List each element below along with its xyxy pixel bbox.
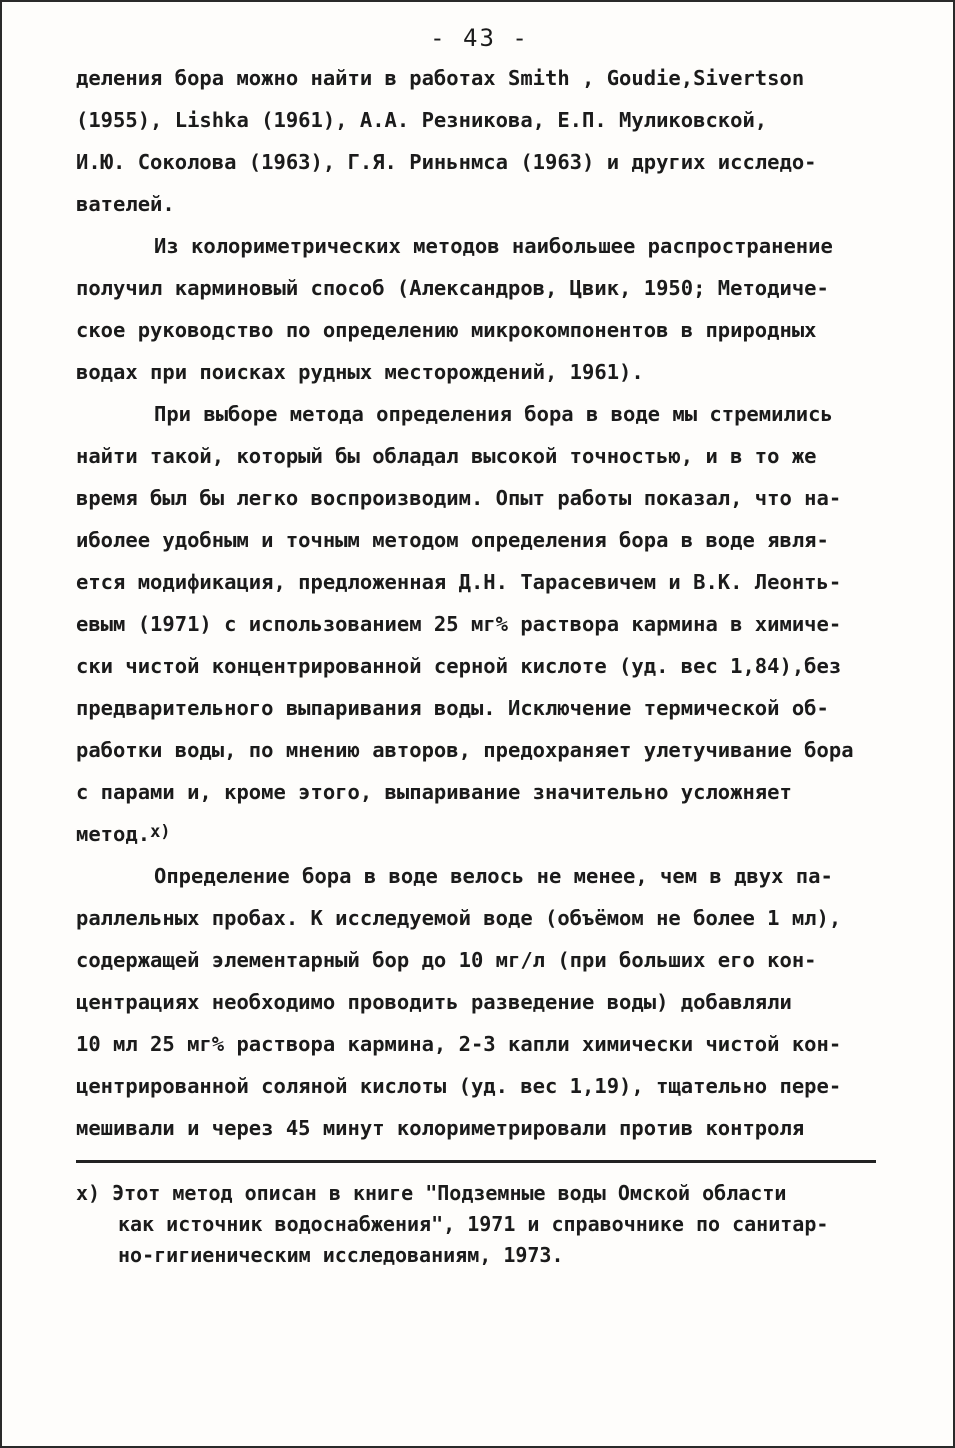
- text-line: центрациях необходимо проводить разведение воды) добавляли: [76, 990, 792, 1014]
- text-line-fragment: метод.: [76, 822, 151, 846]
- footnote-line: как источник водоснабжения", 1971 и справочнике по санитар-: [118, 1212, 829, 1236]
- text-line: центрированной соляной кислоты (уд. вес 1,19), тщательно пере-: [76, 1074, 842, 1098]
- footnote: [76, 1178, 896, 1271]
- text-line: иболее удобным и точным методом определения бора в воде явля-: [76, 528, 829, 552]
- paragraph-start-line: При выборе метода определения бора в воде мы стремились: [154, 402, 833, 426]
- footnote-mark: х): [150, 822, 171, 842]
- text-line: содержащей элементарный бор до 10 мг/л (при больших его кон-: [76, 948, 817, 972]
- text-line: И.Ю. Соколова (1963), Г.Я. Риньнмса (1963) и других исследо-: [76, 150, 817, 174]
- text-line: 10 мл 25 мг% раствора кармина, 2-3 капли химически чистой кон-: [76, 1032, 842, 1056]
- text-line: (1955), Lishka (1961), А.А. Резникова, Е.П. Муликовской,: [76, 108, 768, 132]
- text-line-with-footnote: [76, 813, 876, 855]
- text-line: раллельных пробах. К исследуемой воде (объёмом не более 1 мл),: [76, 906, 842, 930]
- text-line: ется модификация, предложенная Д.Н. Тарасевичем и В.К. Леонть-: [76, 570, 842, 594]
- text-line: найти такой, который бы обладал высокой точностью, и в то же: [76, 444, 817, 468]
- text-line: предварительного выпаривания воды. Исключение термической об-: [76, 696, 829, 720]
- text-line: водах при поисках рудных месторождений, 1961).: [76, 360, 644, 384]
- text-line: ски чистой концентрированной серной кислоте (уд. вес 1,84),без: [76, 654, 842, 678]
- text-line: деления бора можно найти в работах Smith , Goudie,Sivertson: [76, 66, 805, 90]
- footnote-line: х) Этот метод описан в книге "Подземные воды Омской области: [76, 1181, 787, 1205]
- text-line: вателей.: [76, 192, 175, 216]
- text-line: работки воды, по мнению авторов, предохраняет улетучивание бора: [76, 738, 854, 762]
- text-line: время был бы легко воспроизводим. Опыт работы показал, что на-: [76, 486, 842, 510]
- footnote-divider: [76, 1160, 876, 1163]
- paragraph-start-line: Из колориметрических методов наибольшее распространение: [154, 234, 833, 258]
- paragraph-start-line: Определение бора в воде велось не менее, чем в двух па-: [154, 864, 833, 888]
- body-text: [76, 57, 876, 1149]
- text-line: с парами и, кроме этого, выпаривание значительно усложняет: [76, 780, 792, 804]
- page-number: - 43 -: [430, 24, 529, 52]
- text-line: мешивали и через 45 минут колориметрировали против контроля: [76, 1116, 805, 1140]
- text-line: получил карминовый способ (Александров, Цвик, 1950; Методиче-: [76, 276, 829, 300]
- footnote-line: но-гигиеническим исследованиям, 1973.: [118, 1243, 564, 1267]
- text-line: ское руководство по определению микрокомпонентов в природных: [76, 318, 817, 342]
- text-line: евым (1971) с использованием 25 мг% раствора кармина в химиче-: [76, 612, 842, 636]
